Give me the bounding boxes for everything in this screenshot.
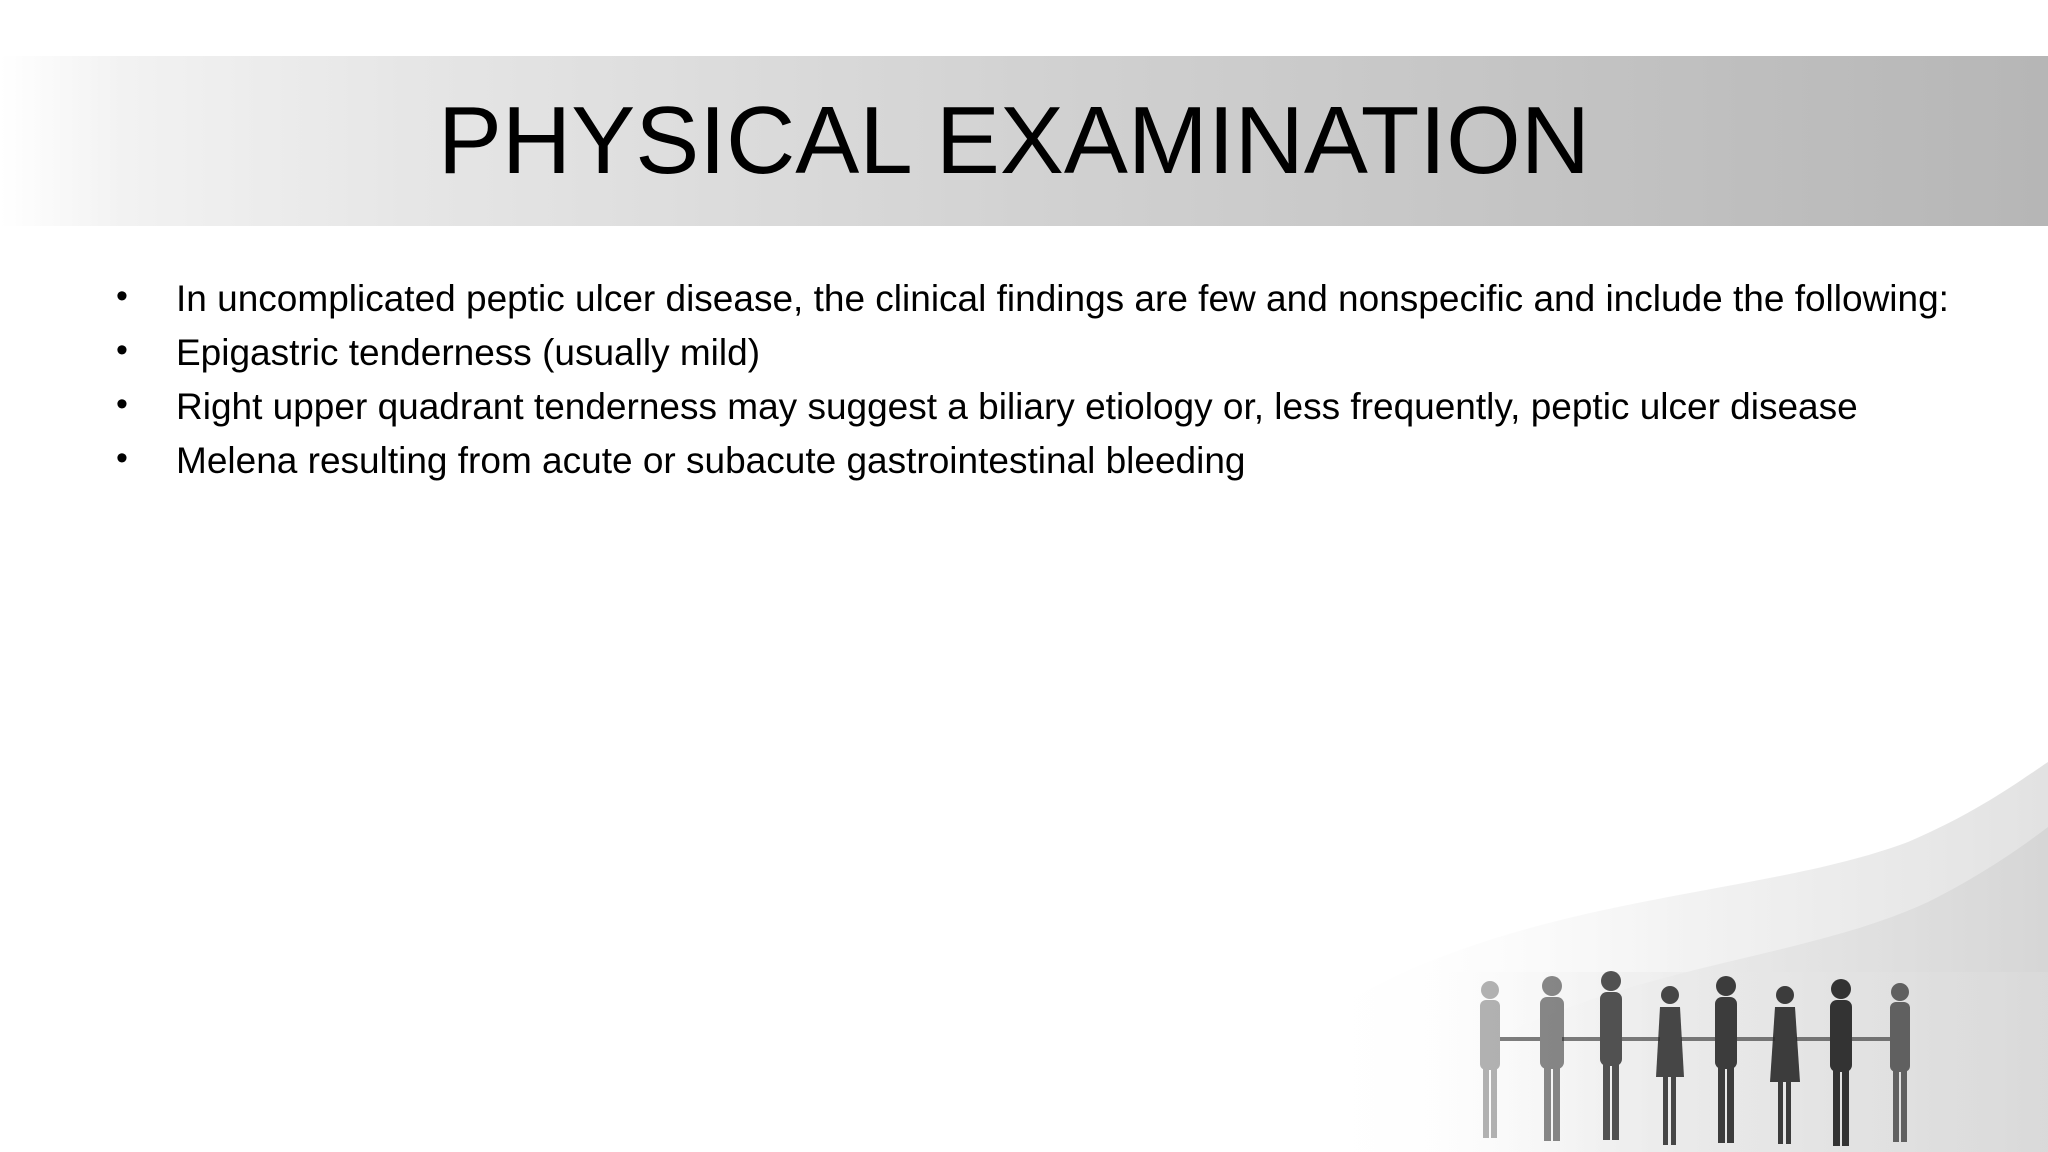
slide-title: PHYSICAL EXAMINATION [437,87,1591,194]
bullet-dot-icon: • [116,439,128,477]
bullet-dot-icon: • [116,385,128,423]
bullet-text: In uncomplicated peptic ulcer disease, the clinical findings are few and nonspecific and include the following: [176,278,1949,319]
decorative-people-illustration [1148,732,2048,1152]
bullet-dot-icon: • [116,277,128,315]
bullet-item [110,330,1970,376]
bullet-item [110,276,1970,322]
bullet-text: Epigastric tenderness (usually mild) [176,332,761,373]
bullet-list [110,276,1970,492]
bullet-item [110,438,1970,484]
bullet-item [110,384,1970,430]
bullet-text: Melena resulting from acute or subacute gastrointestinal bleeding [176,440,1246,481]
bullet-dot-icon: • [116,331,128,369]
bullet-text: Right upper quadrant tenderness may suggest a biliary etiology or, less frequently, peptic ulcer disease [176,386,1858,427]
